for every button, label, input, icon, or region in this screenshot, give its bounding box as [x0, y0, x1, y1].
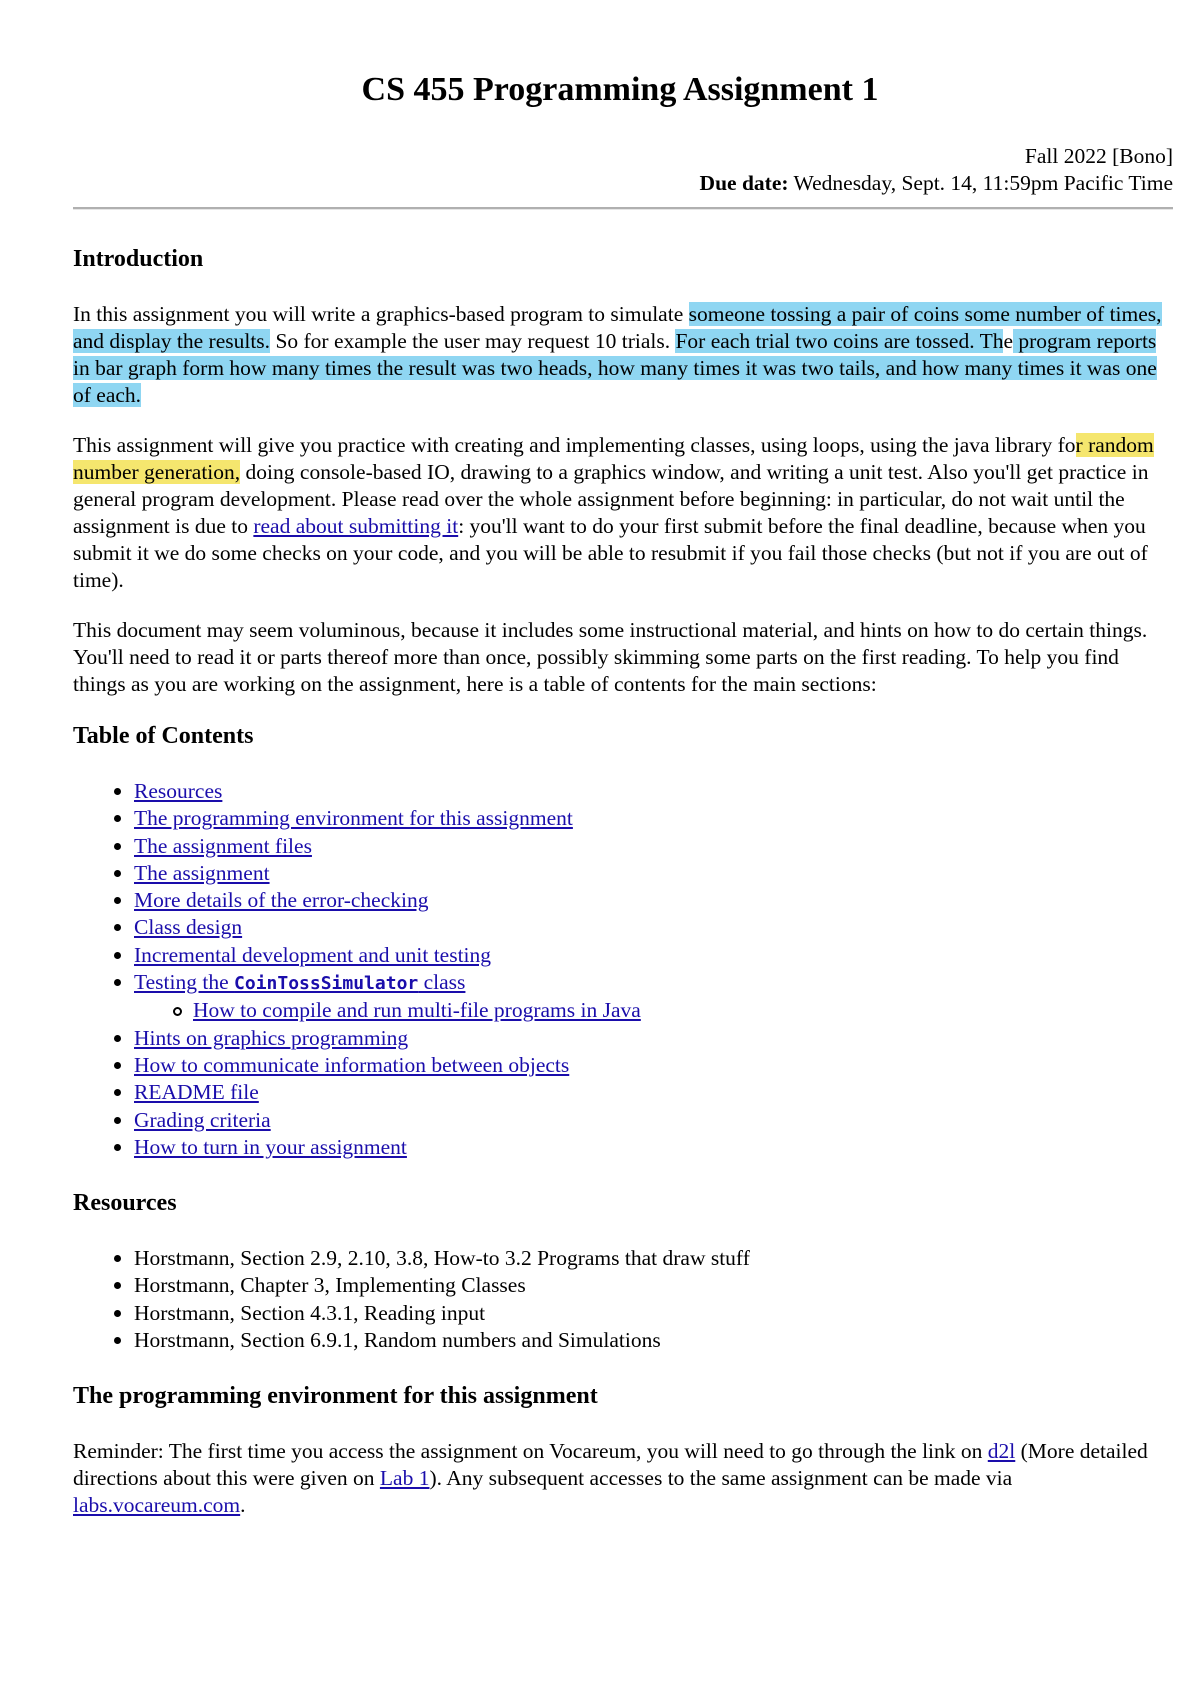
environment-paragraph	[73, 1438, 1173, 1519]
toc-link-readme[interactable]: README file	[134, 1080, 259, 1105]
introduction-heading: Introduction	[73, 246, 204, 272]
intro-p2-text-b: doing console-based IO, drawing to a graphics window, and writing a unit test. Also you'll get practice in general program development. Please read over the whole assignment before beginning: in particular, do not wait until the assignment is due to	[73, 460, 1149, 538]
intro-paragraph-3: This document may seem voluminous, because it includes some instructional material, and hints on how to do certain things. You'll need to read it or parts thereof more than once, possibly skimming some parts on the first reading. To help you find things as you are working on the assignment, here is a table of contents for the main sections:	[73, 618, 1148, 696]
env-text-d: .	[240, 1493, 246, 1518]
resources-list	[73, 1245, 1173, 1354]
toc-item	[134, 887, 1173, 914]
toc-link-compile-run[interactable]: How to compile and run multi-file programs in Java	[193, 998, 641, 1023]
highlight-blue-1: someone tossing a pair of coins some number of times, and display the results.	[73, 302, 1162, 353]
intro-p2-text-c: : you'll want to do your first submit before the final deadline, because when you submit it we do some checks on your code, and you will be able to resubmit if you fail those checks (but not if you are out of time).	[73, 514, 1148, 592]
toc-link-resources[interactable]: Resources	[134, 779, 223, 803]
resource-item: Horstmann, Section 4.3.1, Reading input	[134, 1300, 1173, 1327]
environment-heading: The programming environment for this assignment	[73, 1383, 598, 1410]
due-date-value: Wednesday, Sept. 14, 11:59pm Pacific Time	[793, 171, 1173, 195]
toc-link-error-checking[interactable]: More details of the error-checking	[134, 888, 429, 913]
toc-link-communicate[interactable]: How to communicate information between objects	[134, 1052, 570, 1077]
page-title: CS 455 Programming Assignment 1	[361, 71, 879, 108]
due-date	[73, 170, 1173, 197]
intro-p1-text-b: So for example the user may request 10 trials.	[270, 329, 676, 353]
toc-item	[134, 1134, 1173, 1161]
toc-sublist	[134, 997, 1173, 1024]
toc-testing-suffix: class	[418, 970, 466, 995]
env-text-a: Reminder: The first time you access the assignment on Vocareum, you will need to go through the link on	[73, 1439, 988, 1464]
toc-link-files[interactable]: The assignment files	[134, 833, 312, 858]
toc-link-assignment[interactable]: The assignment	[134, 860, 270, 885]
intro-paragraph-2	[73, 432, 1173, 594]
toc-list	[73, 778, 1173, 1161]
toc-link-grading[interactable]: Grading criteria	[134, 1107, 271, 1132]
toc-link-testing[interactable]	[134, 970, 465, 994]
toc-item	[134, 1079, 1173, 1106]
toc-item	[134, 942, 1173, 969]
lab1-link[interactable]: Lab 1	[379, 1466, 430, 1491]
toc-item	[134, 969, 1173, 1025]
toc-link-environment[interactable]: The programming environment for this assignment	[134, 806, 573, 831]
toc-heading: Table of Contents	[73, 723, 254, 749]
toc-link-class-design[interactable]: Class design	[134, 915, 243, 940]
toc-item	[134, 778, 1173, 805]
resource-item: Horstmann, Chapter 3, Implementing Classes	[134, 1272, 1173, 1299]
env-text-c: ). Any subsequent accesses to the same assignment can be made via	[429, 1466, 1013, 1491]
resource-item: Horstmann, Section 6.9.1, Random numbers and Simulations	[134, 1327, 1173, 1354]
toc-link-graphics-hints[interactable]: Hints on graphics programming	[134, 1025, 409, 1050]
intro-p1-text-a: In this assignment you will write a graphics-based program to simulate	[73, 302, 689, 326]
toc-item	[134, 805, 1173, 832]
toc-link-turn-in[interactable]: How to turn in your assignment	[134, 1134, 407, 1159]
toc-item	[134, 860, 1173, 887]
assignment-meta	[73, 143, 1173, 197]
resource-item: Horstmann, Section 2.9, 2.10, 3.8, How-to 3.2 Programs that draw stuff	[134, 1245, 1173, 1272]
intro-p1-text-c: e	[1003, 329, 1014, 353]
toc-item	[134, 833, 1173, 860]
resources-heading: Resources	[73, 1190, 177, 1217]
highlight-blue-2: For each trial two coins are tossed. Th	[675, 329, 1004, 353]
toc-testing-prefix: Testing the	[134, 970, 235, 995]
toc-testing-code: CoinTossSimulator	[234, 973, 419, 995]
highlight-yellow: r random number generation,	[73, 433, 1154, 484]
submit-info-link[interactable]: read about submitting it	[253, 514, 459, 538]
toc-item	[134, 914, 1173, 941]
toc-item	[134, 1025, 1173, 1052]
header-divider	[73, 207, 1173, 210]
document-body	[73, 244, 1173, 1542]
vocareum-link[interactable]: labs.vocareum.com	[73, 1493, 241, 1518]
toc-item	[134, 1052, 1173, 1079]
toc-item	[134, 1107, 1173, 1134]
term-label: Fall 2022 [Bono]	[1024, 144, 1173, 168]
env-text-b: (More detailed directions about this were given on	[73, 1439, 1148, 1491]
highlight-blue-3: program reports in bar graph form how many times the result was two heads, how many times it was two tails, and how many times it was one of each.	[73, 329, 1157, 407]
due-date-label: Due date:	[699, 171, 789, 195]
toc-subitem	[193, 997, 1173, 1024]
intro-paragraph-1	[73, 301, 1173, 409]
d2l-link[interactable]: d2l	[987, 1439, 1016, 1464]
intro-p2-text-a: This assignment will give you practice with creating and implementing classes, using loops, using the java library fo	[73, 433, 1076, 457]
toc-link-incremental[interactable]: Incremental development and unit testing	[134, 942, 492, 967]
